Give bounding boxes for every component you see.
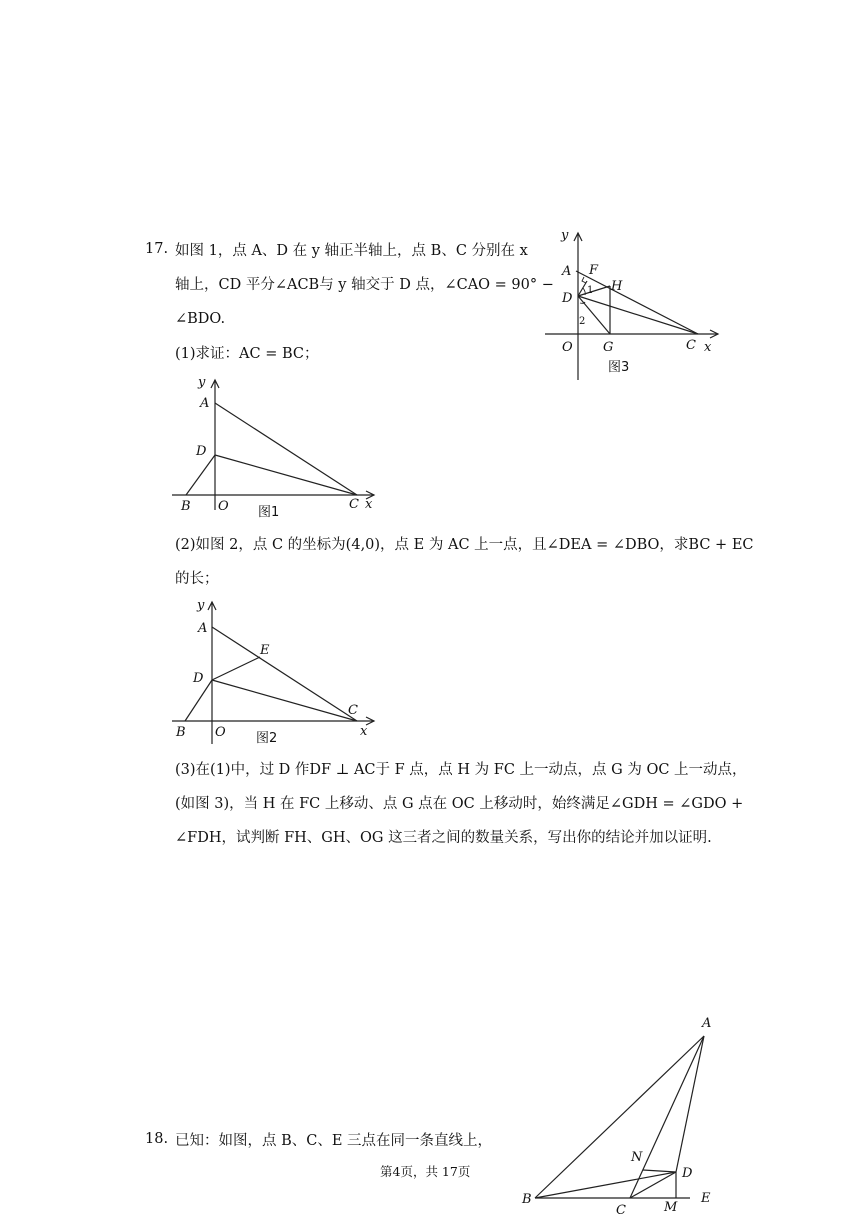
fig2-label-A: A	[198, 621, 208, 636]
figure-q18	[515, 1010, 730, 1216]
fig1-label-D: D	[196, 444, 207, 459]
fig3-label-G: G	[603, 340, 614, 355]
fig1-caption: 图1	[258, 505, 280, 520]
fig2-label-D: D	[193, 671, 204, 686]
figure-2	[172, 594, 382, 749]
q17-part3-line-1: (3)在(1)中，过 D 作DF ⊥ AC于 F 点，点 H 为 FC 上一动点，点 G 为 OC 上一动点，	[175, 762, 747, 778]
fig3-angle-1: 1	[587, 285, 594, 296]
q18-label-B: B	[522, 1192, 532, 1207]
q17-part2-line-2: 的长；	[175, 571, 219, 587]
fig2-label-y: y	[197, 598, 205, 613]
fig1-label-B: B	[181, 499, 191, 514]
fig3-angle-2: 2	[579, 316, 586, 327]
fig1-label-x: x	[365, 497, 373, 512]
q17-part2-line-1: (2)如图 2，点 C 的坐标为(4,0)，点 E 为 AC 上一点，且∠DEA = ∠DBO，求BC + EC	[175, 537, 754, 553]
fig3-label-O: O	[562, 340, 573, 355]
page-footer: 第4页，共 17页	[380, 1164, 471, 1179]
fig3-label-C: C	[686, 338, 696, 353]
figure-1	[172, 370, 382, 520]
fig3-label-D: D	[562, 291, 573, 306]
q17-line-2: 轴上，CD 平分∠ACB与 y 轴交于 D 点，∠CAO = 90° −	[175, 277, 554, 293]
fig2-label-C: C	[348, 703, 358, 718]
fig1-label-y: y	[198, 375, 206, 390]
fig1-label-A: A	[200, 396, 210, 411]
q17-line-1: 如图 1，点 A、D 在 y 轴正半轴上，点 B、C 分别在 x	[175, 243, 528, 259]
q18-label-N: N	[631, 1150, 643, 1165]
q17-part3-line-3: ∠FDH，试判断 FH、GH、OG 这三者之间的数量关系，写出你的结论并加以证明.	[175, 830, 712, 846]
question-number-18: 18.	[145, 1131, 169, 1147]
q18-label-C: C	[616, 1203, 626, 1216]
fig2-label-B: B	[176, 725, 186, 740]
fig2-label-O: O	[215, 725, 226, 740]
q18-label-M: M	[664, 1200, 678, 1215]
question-number-17: 17.	[145, 241, 169, 257]
q18-label-D: D	[682, 1166, 693, 1181]
q18-line-1: 已知：如图，点 B、C、E 三点在同一条直线上，	[175, 1133, 493, 1149]
fig3-label-F: F	[589, 263, 599, 278]
q17-part1: (1)求证：AC = BC；	[175, 346, 319, 362]
fig3-label-y: y	[561, 228, 569, 243]
fig3-caption: 图3	[608, 360, 630, 375]
q17-part3-line-2: (如图 3)，当 H 在 FC 上移动、点 G 点在 OC 上移动时，始终满足∠GDH = ∠GDO +	[175, 796, 744, 812]
fig2-label-E: E	[260, 643, 270, 658]
q18-label-A: A	[702, 1016, 712, 1031]
figure-3	[540, 225, 725, 380]
fig2-caption: 图2	[256, 731, 278, 746]
fig1-label-O: O	[218, 499, 229, 514]
q18-label-E: E	[701, 1191, 711, 1206]
q17-line-3: ∠BDO.	[175, 311, 226, 327]
fig3-label-A: A	[562, 264, 572, 279]
fig3-label-x: x	[704, 340, 712, 355]
fig2-label-x: x	[360, 724, 368, 739]
fig1-label-C: C	[349, 497, 359, 512]
fig3-label-H: H	[611, 279, 623, 294]
